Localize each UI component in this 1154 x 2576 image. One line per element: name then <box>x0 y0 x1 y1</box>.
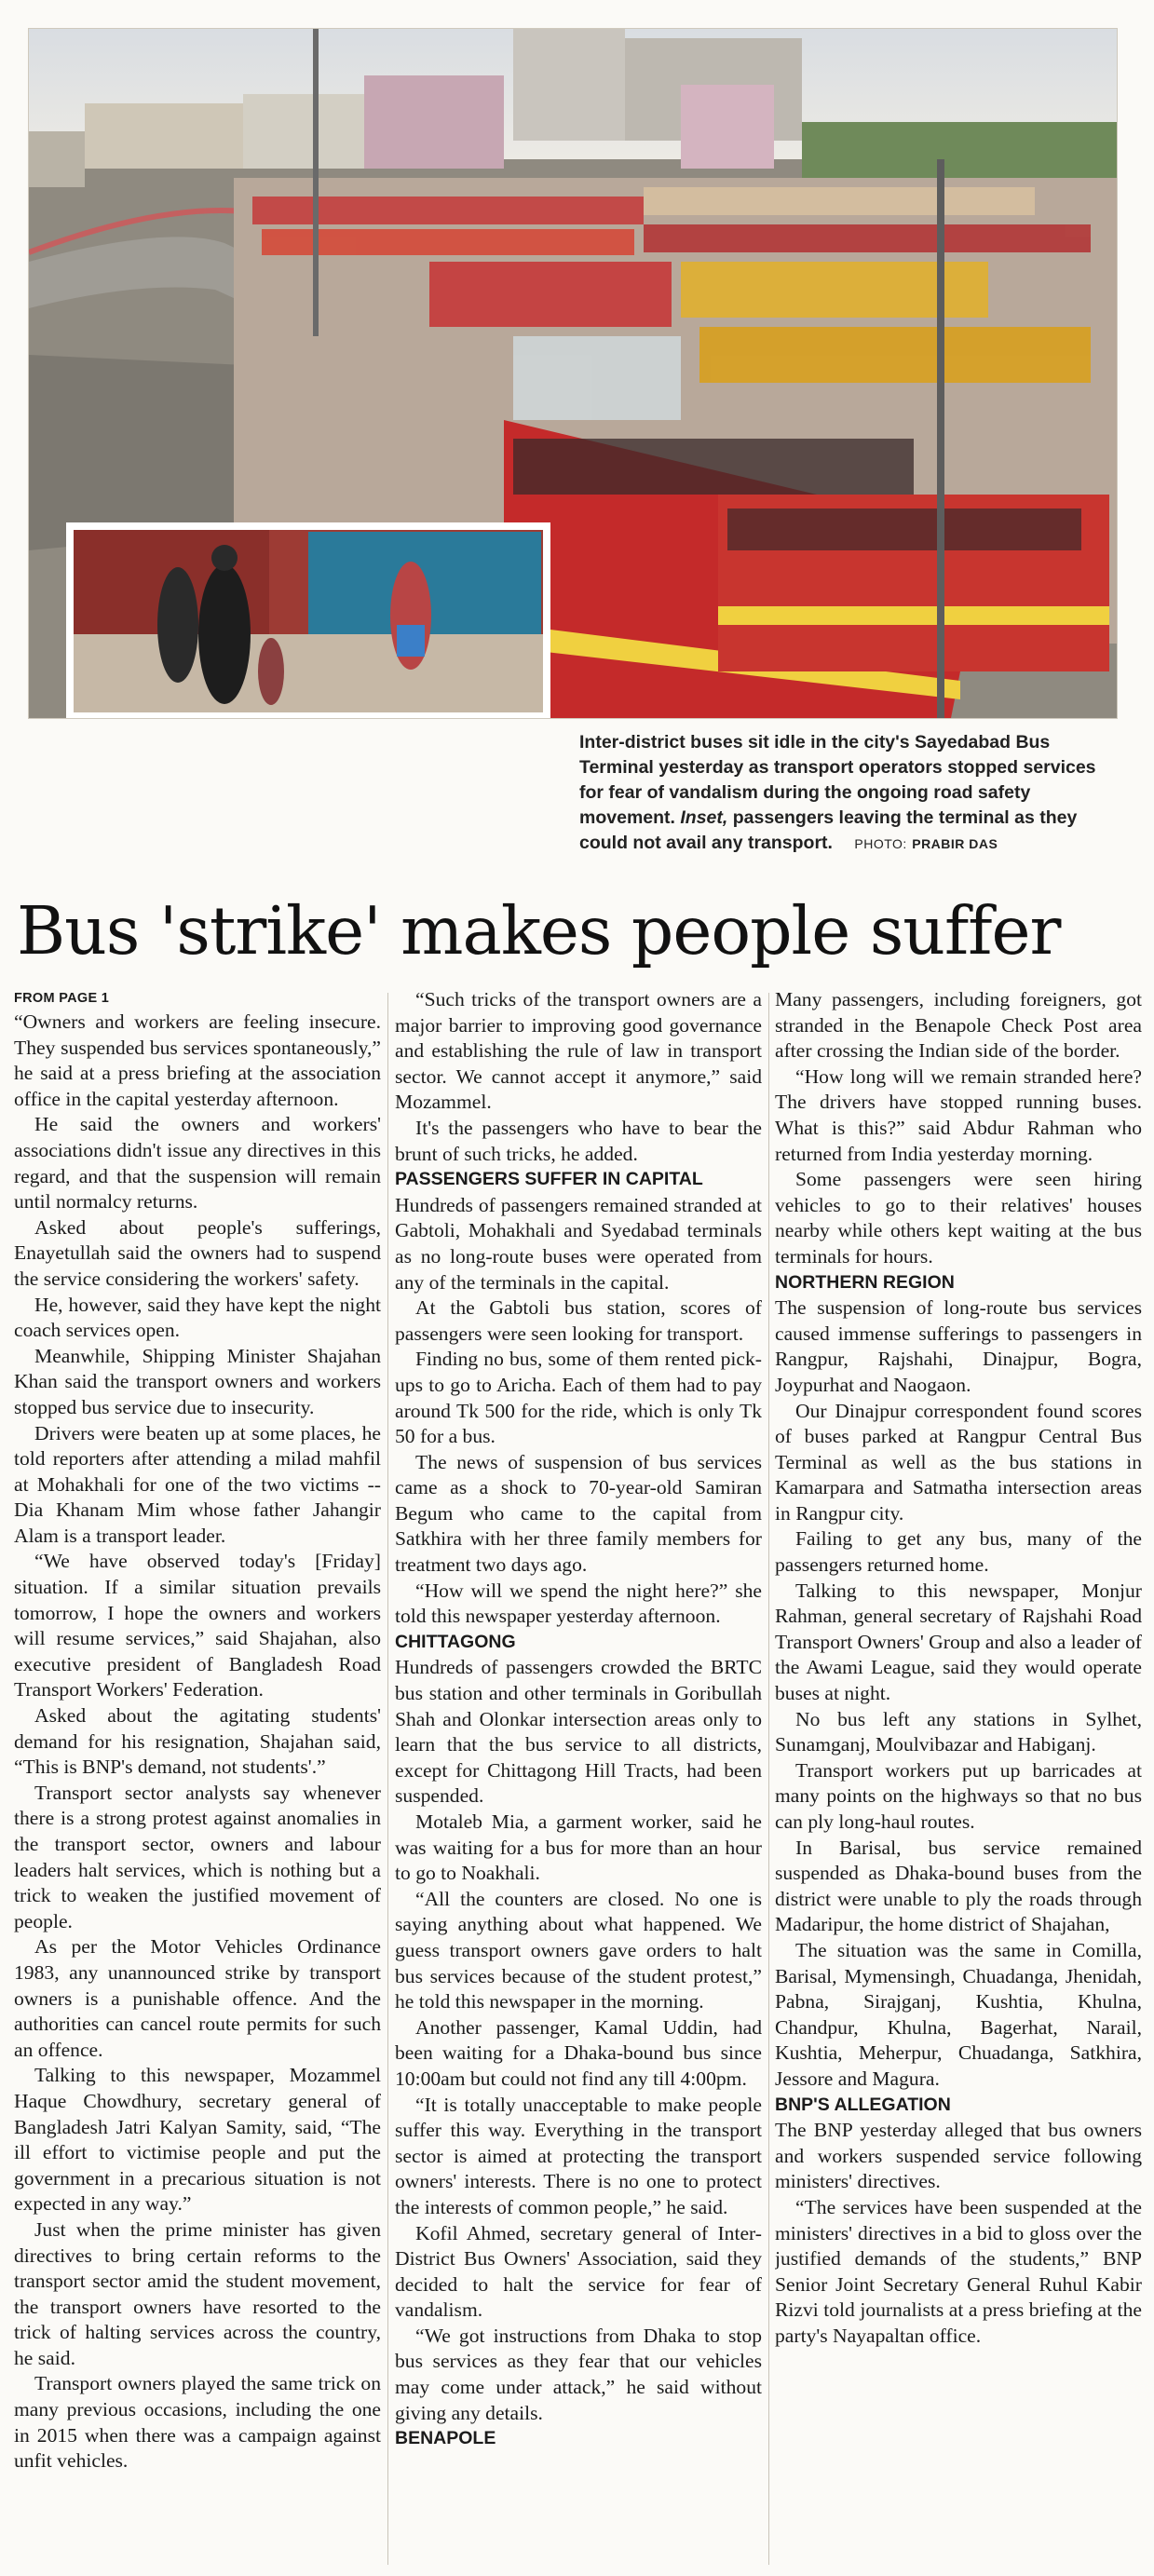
paragraph: Asked about the agitating students' demand for his resignation, Shajahan said, “This is BNP's demand, not students'.” <box>14 1704 381 1779</box>
paragraph: Meanwhile, Shipping Minister Shajahan Khan said the transport owners and workers stopped bus service due to insecurity. <box>14 1344 381 1418</box>
paragraph: The news of suspension of bus services came as a shock to 70-year-old Samiran Begum who came to the capital from Satkhira with her three family members for treatment two days ago. <box>395 1450 762 1577</box>
paragraph: Many passengers, including foreigners, got stranded in the Benapole Check Post area after crossing the Indian side of the border. <box>775 988 1142 1063</box>
column-divider <box>768 993 769 2565</box>
paragraph: “How long will we remain stranded here? The drivers have stopped running buses. What is this?” said Abdur Rahman who returned from India yesterday morning. <box>775 1064 1142 1165</box>
paragraph: Transport workers put up barricades at many points on the highways so that no bus can ply long-haul routes. <box>775 1758 1142 1833</box>
paragraph: “We got instructions from Dhaka to stop bus services as they fear that our vehicles may come under attack,” he said without giving any details. <box>395 2324 762 2424</box>
paragraph: Talking to this newspaper, Monjur Rahman, general secretary of Rajshahi Road Transport Owners' Group and also a leader of the Awami League, said they would operate buses at night. <box>775 1579 1142 1705</box>
paragraph: As per the Motor Vehicles Ordinance 1983, any unannounced strike by transport owners is a punishable offence. And the authorities can cancel route permits for such an offence. <box>14 1935 381 2061</box>
photo-caption <box>579 730 1120 857</box>
subheading-chittagong: CHITTAGONG <box>395 1631 516 1652</box>
article-headline: Bus 'strike' makes people suffer <box>17 892 1061 969</box>
from-page-label: FROM PAGE 1 <box>14 991 110 1006</box>
paragraph: Motaleb Mia, a garment worker, said he was waiting for a bus for more than an hour to go to Noakhali. <box>395 1810 762 1885</box>
paragraph: Hundreds of passengers crowded the BRTC bus station and other terminals in Goribullah Shah and Olonkar intersection areas only to learn that the bus service to all districts, except for Chittagong Hill Tracts, had been suspended. <box>395 1656 762 1808</box>
paragraph: The BNP yesterday alleged that bus owners and workers suspended service following ministers' directives. <box>775 2119 1142 2193</box>
paragraph: “How will we spend the night here?” she told this newspaper yesterday afternoon. <box>395 1579 762 1628</box>
article-column-3 <box>775 987 1142 2569</box>
caption-inset-word: Inset, <box>680 807 728 828</box>
paragraph: Hundreds of passengers remained stranded at Gabtoli, Mohakhali and Syedabad terminals as no long-route buses were operated from any of the terminals in the capital. <box>395 1193 762 1294</box>
news-photo <box>28 28 1118 719</box>
paragraph: “Such tricks of the transport owners are a major barrier to improving good governance and establishing the rule of law in transport sector. We cannot accept it anymore,” said Mozammel. <box>395 988 762 1114</box>
paragraph: “Owners and workers are feeling insecure. They suspended bus services spontaneously,” he said at a press briefing at the association office in the capital yesterday afternoon. <box>14 1010 381 1110</box>
paragraph: “It is totally unacceptable to make people suffer this way. Everything in the transport sector is aimed at protecting the transport owners' interests. There is no one to protect the interests of common people,” he said. <box>395 2093 762 2218</box>
paragraph: Failing to get any bus, many of the passengers returned home. <box>775 1527 1142 1577</box>
subheading-bnp-allegation: BNP'S ALLEGATION <box>775 2094 951 2115</box>
photo-credit-name: PRABIR DAS <box>912 836 998 851</box>
paragraph: Drivers were beaten up at some places, he told reporters after attending a milad mahfil at Mohakhali for one of the two victims -- Dia Khanam Mim whose father Jahangir Alam is a transport leader. <box>14 1421 381 1547</box>
paragraph: Finding no bus, some of them rented pick-ups to go to Aricha. Each of them had to pay around Tk 500 for the ride, which is only Tk 50 for a bus. <box>395 1348 762 1448</box>
paragraph: Talking to this newspaper, Mozammel Haque Chowdhury, secretary general of Bangladesh Jatri Kalyan Samity, said, “The ill effort to victimise people and put the government in a precarious situation is not expected in any way.” <box>14 2064 381 2216</box>
paragraph: The situation was the same in Comilla, Barisal, Mymensingh, Chuadanga, Jhenidah, Pabna, Sirajganj, Kushtia, Khulna, Chandpur, Khulna, Bagerhat, Narail, Kushtia, Meherpur, Chuadanga, Satkhira, Jessore and Magura. <box>775 1938 1142 2090</box>
paragraph: At the Gabtoli bus station, scores of passengers were seen looking for transport. <box>395 1296 762 1345</box>
caption-text-continued: passengers leaving the terminal as they could not avail any transport. <box>579 807 1078 853</box>
photo-credit-label: PHOTO: <box>854 836 907 851</box>
column-divider <box>387 993 388 2565</box>
article-column-2 <box>395 987 762 2569</box>
paragraph: It's the passengers who have to bear the brunt of such tricks, he added. <box>395 1116 762 1165</box>
paragraph: Transport sector analysts say whenever there is a strong protest against anomalies in the transport sector, owners and labour leaders halt services, which is nothing but a trick to weaken the justified movement of people. <box>14 1781 381 1932</box>
paragraph: He, however, said they have kept the night coach services open. <box>14 1293 381 1342</box>
paragraph: Transport owners played the same trick on many previous occasions, including the one in 2015 when there was a campaign against unfit vehicles. <box>14 2372 381 2473</box>
paragraph: Just when the prime minister has given directives to bring certain reforms to the transport sector amid the student movement, the transport owners have resorted to the trick of halting services across the country, he said. <box>14 2217 381 2369</box>
bus-terminal-photo <box>29 29 1117 718</box>
paragraph: In Barisal, bus service remained suspended as Dhaka-bound buses from the district were unable to ply the roads through Madaripur, the home district of Shajahan, <box>775 1836 1142 1936</box>
subheading-benapole: BENAPOLE <box>395 2428 496 2449</box>
article-column-1 <box>14 987 381 2569</box>
paragraph: “All the counters are closed. No one is saying anything about what happened. We guess transport owners gave orders to halt bus services because of the student protest,” he told this newspaper in the morning. <box>395 1887 762 2013</box>
paragraph: He said the owners and workers' associations didn't issue any directives in this regard, and that the suspension will remain until normalcy returns. <box>14 1113 381 1213</box>
paragraph: “We have observed today's [Friday] situation. If a similar situation prevails tomorrow, I hope the owners and workers will resume services,” said Shajahan, also executive president of Bangladesh Road Transport Workers' Federation. <box>14 1550 381 1702</box>
paragraph: Kofil Ahmed, secretary general of Inter-District Bus Owners' Association, said they decided to halt the service for fear of vandalism. <box>395 2221 762 2322</box>
paragraph: Some passengers were seen hiring vehicles to go to their relatives' houses nearby while others kept waiting at the bus terminals for hours. <box>775 1168 1142 1268</box>
paragraph: Asked about people's sufferings, Enayetullah said the owners had to suspend the service considering the workers' safety. <box>14 1215 381 1290</box>
paragraph: The suspension of long-route bus services caused immense sufferings to passengers in Rangpur, Rajshahi, Dinajpur, Bogra, Joypurhat and Naogaon. <box>775 1296 1142 1396</box>
caption-text: Inter-district buses sit idle in the city's Sayedabad Bus Terminal yesterday as transport operators stopped services for fear of vandalism during the ongoing road safety movement. <box>579 732 1096 828</box>
subheading-capital: PASSENGERS SUFFER IN CAPITAL <box>395 1169 703 1190</box>
paragraph: “The services have been suspended at the ministers' directives in a bid to gloss over the justified demands of the students,” BNP Senior Joint Secretary General Ruhul Kabir Rizvi told journalists at a press briefing at the party's Nayapaltan office. <box>775 2195 1142 2347</box>
paragraph: Another passenger, Kamal Uddin, had been waiting for a Dhaka-bound bus since 10:00am but could not find any till 4:00pm. <box>395 2015 762 2090</box>
paragraph: Our Dinajpur correspondent found scores of buses parked at Rangpur Central Bus Terminal as well as the bus stations in Kamarpara and Satmatha intersection areas in Rangpur city. <box>775 1399 1142 1525</box>
subheading-northern-region: NORTHERN REGION <box>775 1271 955 1293</box>
paragraph: No bus left any stations in Sylhet, Sunamganj, Moulvibazar and Habiganj. <box>775 1707 1142 1756</box>
